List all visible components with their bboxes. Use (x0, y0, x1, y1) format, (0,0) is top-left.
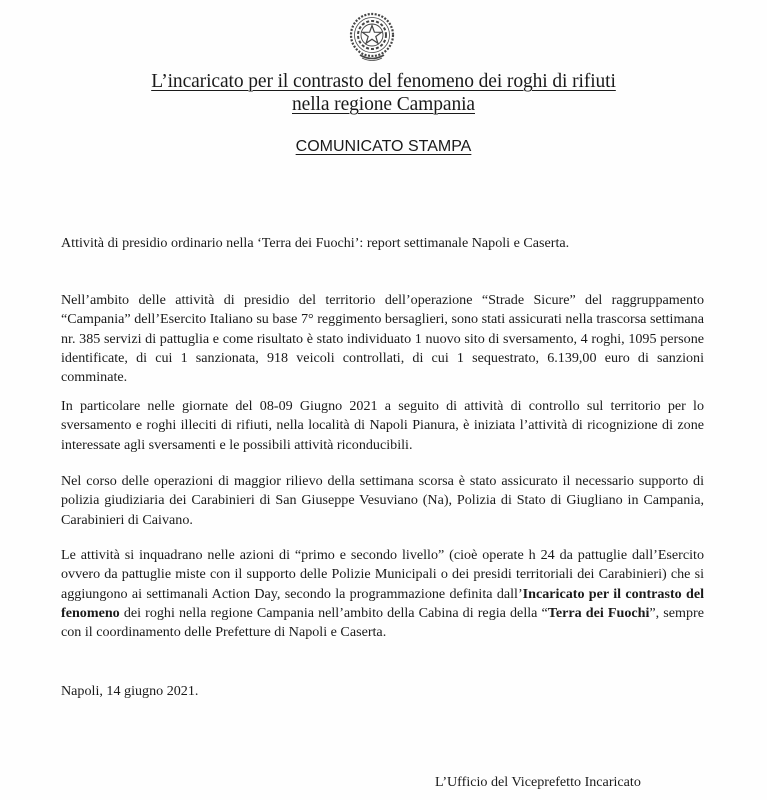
paragraph-patrol-report: Nell’ambito delle attività di presidio del territorio dell’operazione “Strade Sicure” del raggruppamento “Campania” dell’Esercito Italiano su base 7° reggimento bersaglieri, sono stati assicurati nella trascorsa settimana nr. 385 servizi di pattuglia e come risultato è stato individuato 1 nuovo sito di sversamento, 4 roghi, 1095 persone identificate, di cui 1 sanzionata, 918 veicoli controllati, di cui 1 sequestrato, 6.139,00 euro di sanzioni comminate. (61, 292, 704, 386)
paragraph-police-support: Nel corso delle operazioni di maggior rilievo della settimana scorsa è stato assicurato il necessario supporto di polizia giudiziaria dei Carabinieri di San Giuseppe Vesuviano (Na), Polizia di Stato di Giugliano in Campania, Carabinieri di Caivano. (61, 473, 704, 528)
paragraph-coordination-text-3: ”, sempre con il coordinamento delle Prefetture di Napoli e Caserta. (61, 604, 704, 641)
document-type-text: COMUNICATO STAMPA (295, 138, 472, 155)
paragraph-coordination-text-2: dei roghi nella regione Campania nell’ambito della Cabina di regia della “ (119, 604, 548, 621)
signature-line: L’Ufficio del Viceprefetto Incaricato (435, 774, 641, 790)
paragraph-napoli-pianura: In particolare nelle giornate del 08-09 Giugno 2021 a seguito di attività di controllo sul territorio per lo sversamento e roghi illeciti di rifiuti, nella località di Napoli Pianura, è iniziata l’attività di ricognizione di zone interessate agli sversamenti e le possibili attività riconducibili. (61, 398, 704, 453)
issuer-title-line-1-text: L’incaricato per il contrasto del fenomeno dei roghi di rifiuti (151, 71, 616, 92)
document-type-heading (0, 137, 767, 157)
paragraph-coordination-bold-1: Incaricato per il contrasto del fenomeno (61, 585, 704, 621)
paragraph-coordination-bold-2: Terra dei Fuochi (547, 604, 650, 621)
paragraph-coordination-text-1: Le attività si inquadrano nelle azioni di “primo e secondo livello” (cioè operate h 24 da pattuglie dall’Esercito ovvero da pattuglie miste con il supporto delle Polizie Municipali o dei presidi territoriali dei Carabinieri) che si aggiungono ai settimanali Action Day, secondo la programmazione definita dall’ (61, 547, 704, 602)
paragraph-coordination (61, 546, 704, 642)
issuer-title-line-2 (0, 93, 767, 116)
date-line: Napoli, 14 giugno 2021. (61, 683, 199, 699)
subject-line: Attività di presidio ordinario nella ‘Terra dei Fuochi’: report settimanale Napoli e Caserta. (61, 235, 570, 251)
issuer-title-line-2-text: nella regione Campania (292, 94, 475, 115)
issuer-title-line-1 (0, 70, 767, 93)
italian-republic-emblem-icon (344, 8, 400, 64)
